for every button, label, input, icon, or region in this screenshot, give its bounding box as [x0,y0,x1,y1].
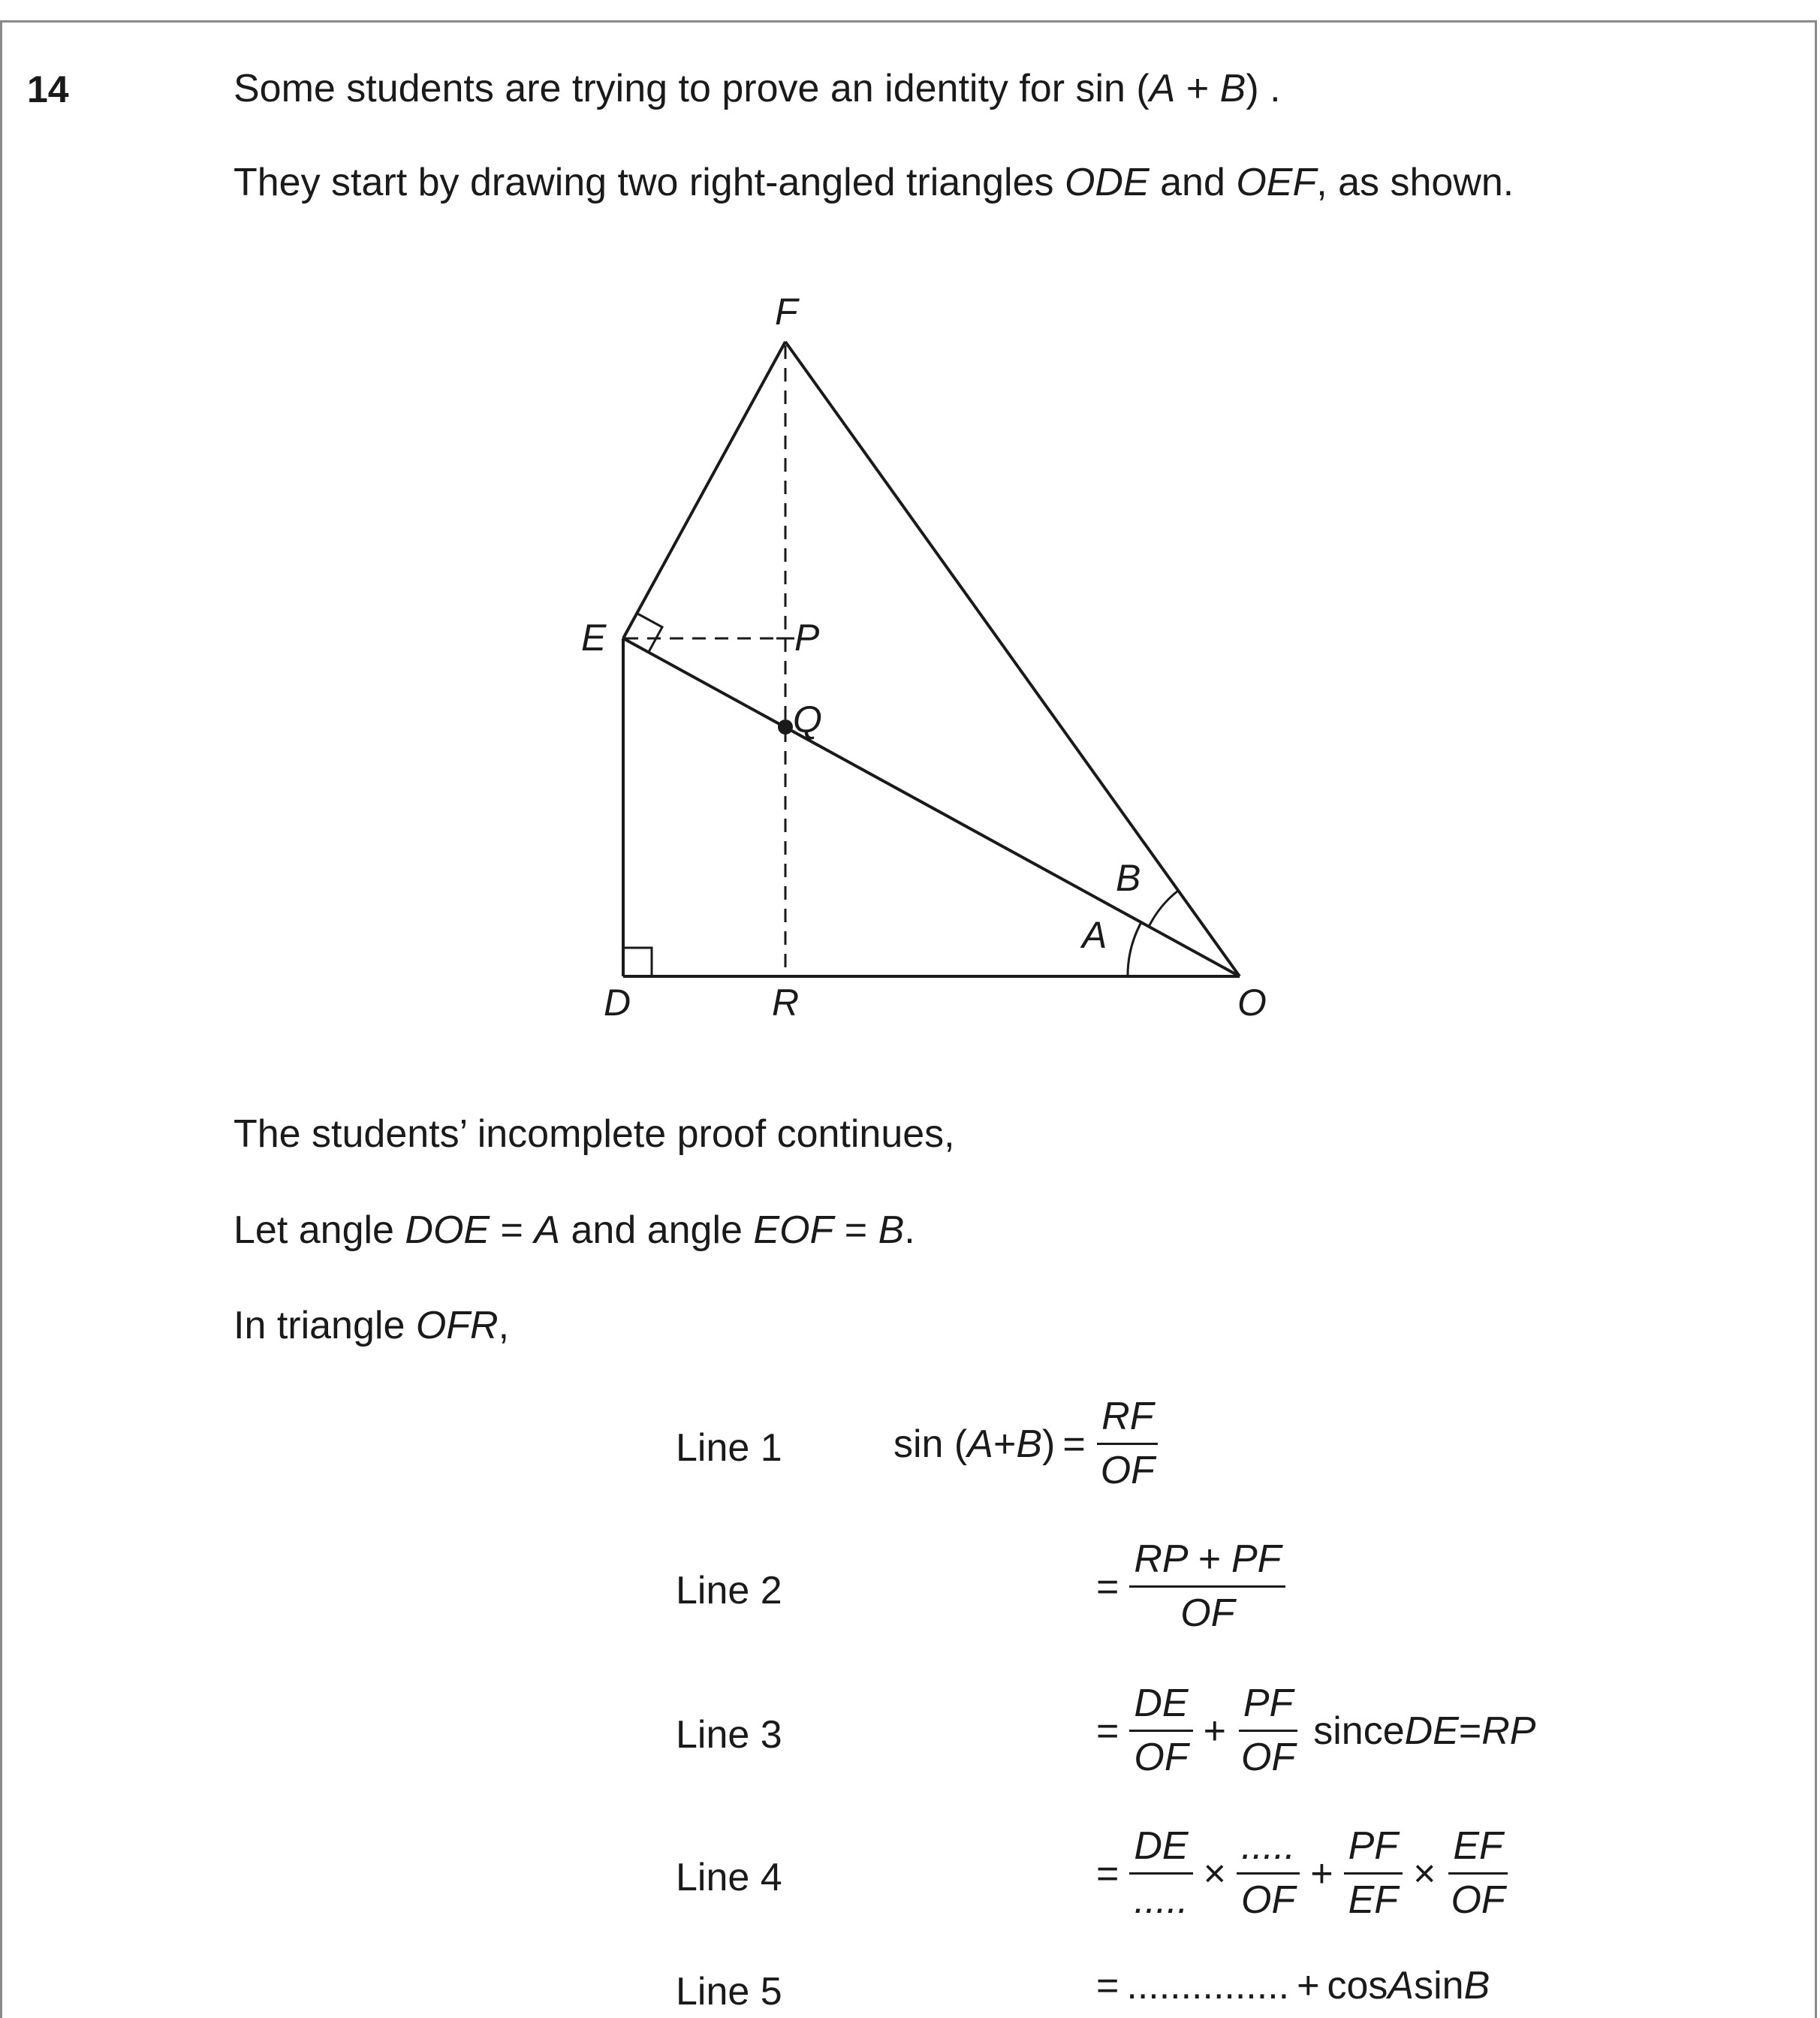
question-number: 14 [27,68,69,110]
line-3-equation: = $\frac{DE}{OF}$ + $\frac{PF}{OF}$ since DE = RP [1096,1682,1536,1780]
label-O: O [1237,982,1267,1024]
proof-intro: The students’ incomplete proof continues, [234,1112,955,1156]
label-R: R [772,982,800,1024]
label-D: D [604,982,631,1024]
fraction-rf-of: $\frac{RF}{OF}$ [1096,1395,1159,1492]
triangles-text: They start by drawing two right-angled triangles ODE and OEF, as shown. [234,161,1514,204]
label-E: E [581,617,607,659]
label-B: B [1116,857,1141,899]
line-1-label: Line 1 [676,1426,782,1470]
let-statement: Let angle DOE = A and angle EOF = B. [234,1208,915,1252]
triangle-statement: In triangle OFR, [234,1304,510,1347]
fraction-rp-pf-of: $\frac{RP + PF}{OF}$ [1129,1538,1285,1635]
line-1-equation: sin ( A + B ) = $\frac{RF}{OF}$ [893,1395,1162,1492]
line-5-label: Line 5 [676,1970,782,2013]
line-2-label: Line 2 [676,1569,782,1612]
label-F: F [775,291,798,333]
line-4-label: Line 4 [676,1856,782,1899]
line-5-equation: = ............... + cos A sin B [1096,1964,1490,2007]
intro-text: Some students are trying to prove an identity for sin (A + B) . [234,67,1281,110]
line-4-equation: = $\frac{DE}{.....}$ × $\frac{.....}{OF}$ + $\frac{PF}{EF}$ × $\frac{EF}{OF}$ [1089,1825,1513,1922]
line-2-equation: = $\frac{RP + PF}{OF}$ [1089,1538,1288,1635]
label-Q: Q [793,698,822,741]
label-A: A [1082,914,1107,956]
label-P: P [794,617,820,659]
line-3-label: Line 3 [676,1713,782,1757]
question-frame [0,20,1817,2018]
